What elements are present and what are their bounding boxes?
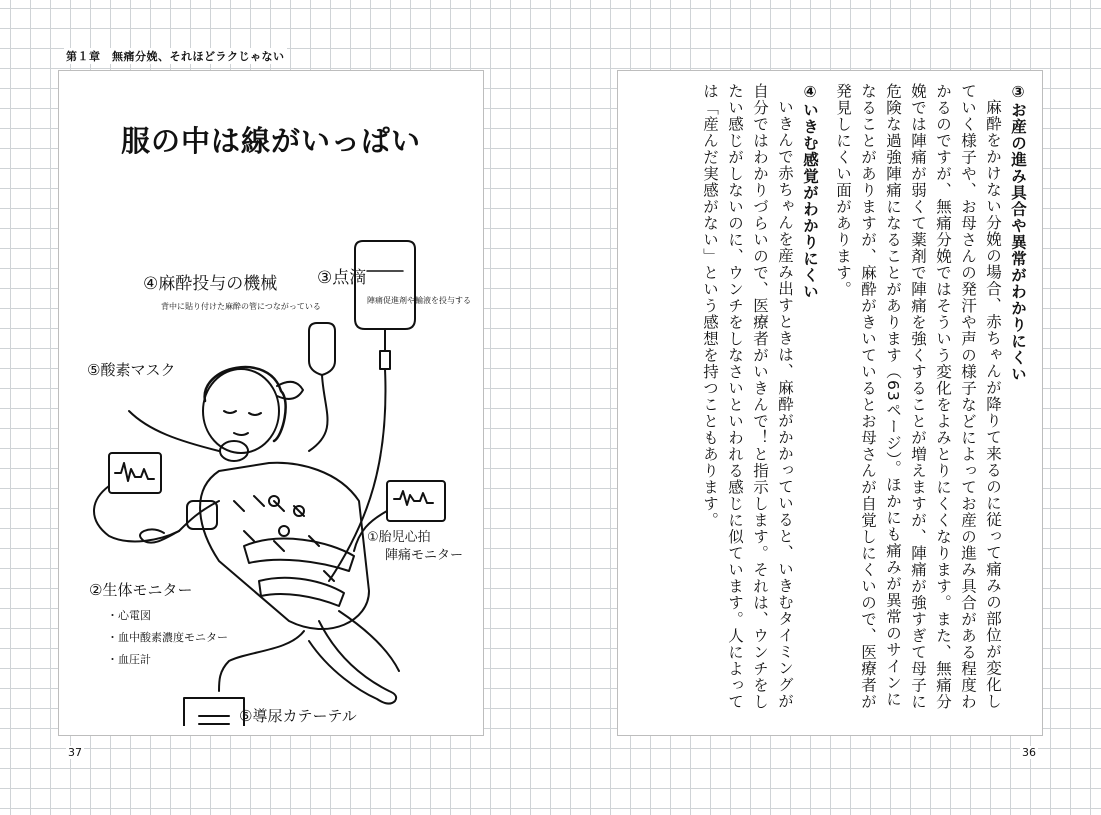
anesthesia-pump — [309, 323, 335, 451]
label-anesthesia-note: 背中に貼り付けた麻酔の管につながっている — [161, 302, 321, 311]
chapter-header: 第１章 無痛分娩、それほどラクじゃない — [66, 50, 285, 63]
label-iv-note: 陣痛促進剤や輸液を投与する — [367, 296, 471, 305]
patient — [129, 367, 399, 726]
section-heading: ③お産の進み具合や異常がわかりにくい — [1009, 83, 1027, 383]
label-vital-item: ・心電図 — [107, 609, 151, 622]
label-fetal-monitor-2: 陣痛モニター — [385, 548, 464, 563]
label-fetal-monitor-1: ①胎児心拍 — [367, 530, 431, 545]
label-vital-item: ・血中酸素濃度モニター — [107, 631, 228, 644]
body-text — [625, 83, 1030, 723]
vital-monitor — [94, 453, 179, 541]
label-oxygen-mask: ⑤酸素マスク — [87, 361, 176, 379]
illustration — [69, 201, 473, 726]
left-page — [58, 70, 484, 736]
page-number-right: 36 — [1022, 746, 1036, 759]
label-iv-drip: ③点滴 — [317, 268, 367, 288]
right-page — [617, 70, 1043, 736]
label-anesthesia-machine: ④麻酔投与の機械 — [143, 274, 278, 294]
label-catheter: ⑥導尿カテーテル — [239, 707, 357, 725]
section-heading: ④いきむ感覚がわかりにくい — [801, 83, 819, 300]
label-vital-item: ・血圧計 — [107, 653, 151, 666]
illustration-title: 服の中は線がいっぱい — [120, 124, 421, 158]
page-number-left: 37 — [68, 746, 82, 759]
label-vital-monitor: ②生体モニター — [89, 581, 193, 599]
paragraph: 麻酔をかけない分娩の場合、赤ちゃんが降りて来るのに従って痛みの部位が変化していく様子や、お母さんの発汗や声の様子などによってお産の進み具合がある程度わかるのですが、無痛分娩ではそういう変化をよみとりにくくなります。また、無痛分娩では陣痛が弱くて薬剤で陣痛を強くすることが増えますが、陣痛が強すぎて母子に危険な過強陣痛になることがあります（63ページ）。ほかにも痛みが異常のサインになることがありますが、麻酔がきいているとお母さんが自覚しにくいので、医療者が発見しにくい面があります。 — [834, 83, 1002, 710]
paragraph: いきんで赤ちゃんを産み出すときは、麻酔がかかっていると、いきむタイミングが自分ではわかりづらいので、医療者がいきんで！と指示します。それは、ウンチをしたい感じがしないのに、ウンチをしなさいといわれる感じに似ています。人によっては「産んだ実感がない」という感想を持つこともあります。 — [701, 83, 794, 710]
